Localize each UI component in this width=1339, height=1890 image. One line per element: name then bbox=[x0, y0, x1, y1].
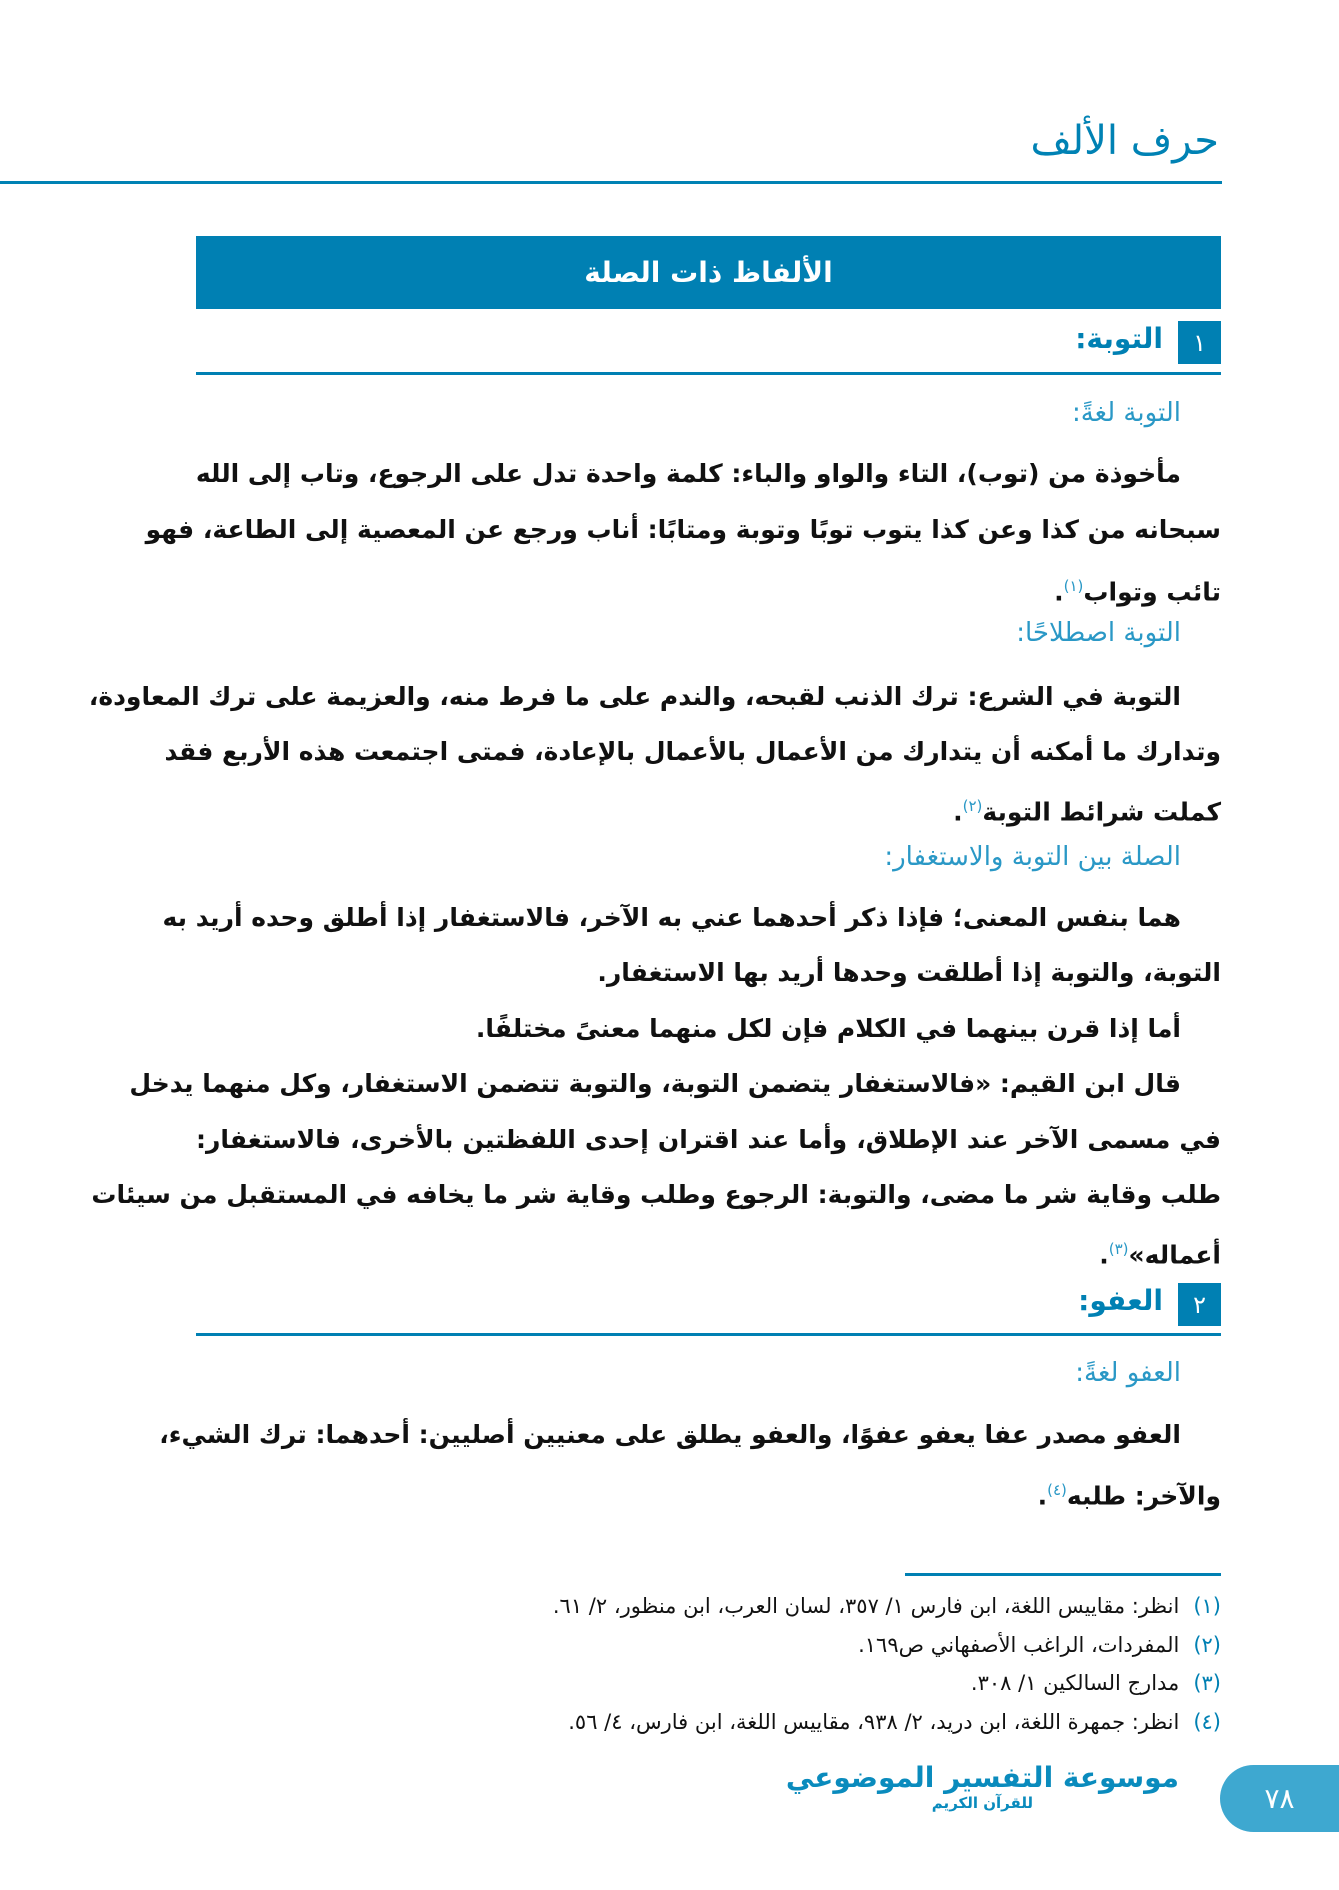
page-number-badge bbox=[1220, 1765, 1339, 1832]
body-line: هما بنفس المعنى؛ فإذا ذكر أحدهما عني به الآخر، فالاستغفار إذا أطلق وحده أريد به bbox=[162, 903, 1181, 932]
footnote-divider bbox=[905, 1573, 1221, 1576]
body-line: قال ابن القيم: «فالاستغفار يتضمن التوبة، والتوبة تتضمن الاستغفار، وكل منهما يدخل bbox=[129, 1069, 1181, 1098]
body-line: أما إذا قرن بينهما في الكلام فإن لكل منهما معنىً مختلفًا. bbox=[475, 1014, 1181, 1043]
body-line: سبحانه من كذا وعن كذا يتوب توبًا وتوبة ومتابًا: أناب ورجع عن المعصية إلى الطاعة، فهو bbox=[145, 515, 1221, 544]
banner-title: الألفاظ ذات الصلة bbox=[584, 256, 833, 289]
footnote-number: (١) bbox=[1193, 1594, 1221, 1618]
footnote-text: مدارج السالكين ١/ ٣٠٨. bbox=[970, 1671, 1180, 1695]
footnote-number: (٣) bbox=[1193, 1671, 1221, 1695]
subheading-sila: الصلة بين التوبة والاستغفار: bbox=[884, 842, 1181, 872]
footnote-text: المفردات، الراغب الأصفهاني ص١٦٩. bbox=[858, 1633, 1180, 1657]
footnote bbox=[858, 1628, 1221, 1662]
encyclopedia-logo bbox=[786, 1762, 1179, 1812]
body-line: والآخر: طلبه$^{(٤)}$. bbox=[1037, 1481, 1221, 1511]
body-line: في مسمى الآخر عند الإطلاق، وأما عند اقتران إحدى اللفظتين بالأخرى، فالاستغفار: bbox=[196, 1125, 1221, 1154]
body-line: أعماله»$^{(٣)}$. bbox=[1099, 1240, 1221, 1270]
footnote-ref[interactable]: (٢) bbox=[962, 797, 983, 815]
footnote-ref[interactable]: (٣) bbox=[1108, 1240, 1129, 1258]
body-line: طلب وقاية شر ما مضى، والتوبة: الرجوع وطلب وقاية شر ما يخافه في المستقبل من سيئات bbox=[91, 1180, 1221, 1209]
logo-subtext: للقرآن الكريم bbox=[931, 1794, 1034, 1812]
chapter-title: حرف الألف bbox=[1030, 118, 1219, 164]
section-banner bbox=[196, 236, 1221, 309]
body-text: والآخر: طلبه bbox=[1066, 1481, 1221, 1511]
header-divider bbox=[0, 181, 1222, 184]
section-title-1: التوبة: bbox=[1075, 322, 1163, 355]
page-number: ٧٨ bbox=[1264, 1782, 1295, 1815]
body-line: مأخوذة من (توب)، التاء والواو والباء: كلمة واحدة تدل على الرجوع، وتاب إلى الله bbox=[195, 459, 1181, 488]
footnote-number: (٢) bbox=[1193, 1633, 1221, 1657]
footnote bbox=[553, 1589, 1221, 1623]
footnote-ref[interactable]: (١) bbox=[1063, 577, 1084, 595]
body-line: التوبة في الشرع: ترك الذنب لقبحه، والندم على ما فرط منه، والعزيمة على ترك المعاودة، bbox=[88, 682, 1181, 711]
body-line: العفو مصدر عفا يعفو عفوًا، والعفو يطلق على معنيين أصليين: أحدهما: ترك الشيء، bbox=[159, 1420, 1181, 1449]
subheading-afw-lugha: العفو لغةً: bbox=[1075, 1358, 1181, 1388]
section-divider-1 bbox=[196, 372, 1221, 375]
body-text: أعماله» bbox=[1128, 1240, 1221, 1270]
footnote-ref[interactable]: (٤) bbox=[1047, 1481, 1067, 1499]
section-title-2: العفو: bbox=[1078, 1284, 1163, 1317]
logo-text: موسوعة التفسير الموضوعي bbox=[785, 1761, 1179, 1794]
section-number-2: ٢ bbox=[1178, 1283, 1221, 1326]
body-line: وتدارك ما أمكنه أن يتدارك من الأعمال بالأعمال بالإعادة، فمتى اجتمعت هذه الأربع فقد bbox=[164, 737, 1221, 766]
body-text: كملت شرائط التوبة bbox=[982, 797, 1221, 827]
body-line: التوبة، والتوبة إذا أطلقت وحدها أريد بها الاستغفار. bbox=[597, 958, 1221, 987]
subheading-tawba-lugha: التوبة لغةً: bbox=[1071, 398, 1181, 428]
body-text: تائب وتواب bbox=[1083, 577, 1221, 607]
footnote bbox=[568, 1705, 1221, 1739]
body-line: كملت شرائط التوبة$^{(٢)}$. bbox=[953, 797, 1221, 827]
subheading-tawba-istilah: التوبة اصطلاحًا: bbox=[1016, 618, 1181, 648]
footnote-number: (٤) bbox=[1193, 1710, 1221, 1734]
footnote bbox=[971, 1666, 1221, 1700]
section-divider-2 bbox=[196, 1333, 1221, 1336]
body-line: تائب وتواب$^{(١)}$. bbox=[1054, 577, 1221, 607]
section-number-1: ١ bbox=[1178, 321, 1221, 364]
footnote-text: انظر: جمهرة اللغة، ابن دريد، ٢/ ٩٣٨، مقاييس اللغة، ابن فارس، ٤/ ٥٦. bbox=[568, 1710, 1180, 1734]
footnote-text: انظر: مقاييس اللغة، ابن فارس ١/ ٣٥٧، لسان العرب، ابن منظور، ٢/ ٦١. bbox=[552, 1594, 1180, 1618]
